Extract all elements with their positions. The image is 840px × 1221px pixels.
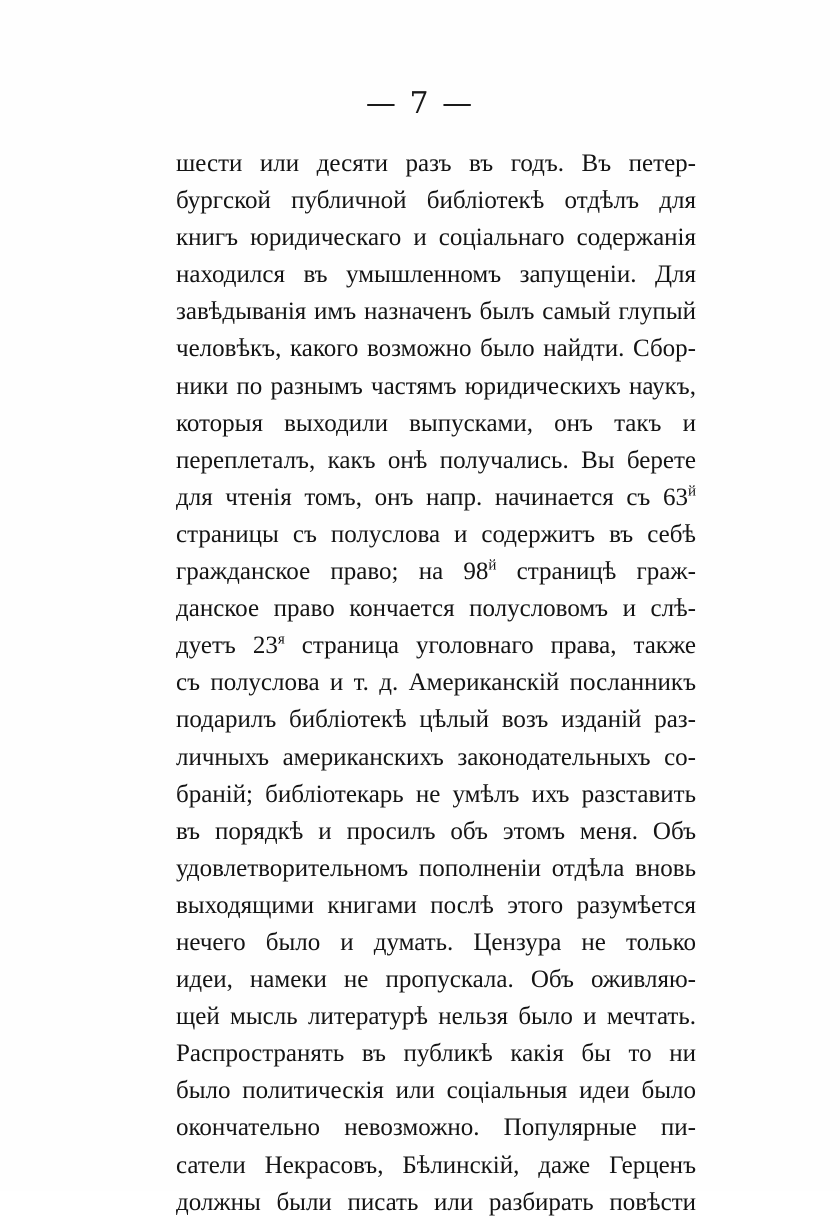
text-line: щей мысль литературѣ нельзя было и мечтать. [176, 1003, 696, 1031]
text-line: съ полуслова и т. д. Американскій посланникъ [176, 669, 696, 697]
text-line: дуетъ $23^я$ страница уголовнаго права, также [176, 631, 696, 660]
text-line: ники по разнымъ частямъ юридическихъ наукъ, [176, 372, 696, 400]
text-line: было политическія или соціальныя идеи было [176, 1077, 696, 1105]
text-line: подарилъ библіотекѣ цѣлый возъ изданій раз- [176, 706, 696, 734]
text-line: для чтенія томъ, онъ напр. начинается съ $63^й$ [176, 483, 696, 511]
text-line: шести или десяти разъ въ годъ. Въ петер- [176, 150, 696, 177]
text-line: идеи, намеки не пропускала. Объ оживляю- [176, 966, 696, 994]
ordinal-suffix: я [277, 631, 285, 648]
text-line: удовлетворительномъ пополненіи отдѣла вновь [176, 854, 696, 882]
text-line: человѣкъ, какого возможно было найдти. Сбор- [176, 335, 696, 363]
text-line: личныхъ американскихъ законодательныхъ со- [176, 743, 696, 771]
text-line: данское право кончается полусловомъ и слѣ- [176, 595, 696, 623]
text-line: страницы съ полуслова и содержитъ въ себѣ [176, 520, 696, 548]
text-line: находился въ умышленномъ запущеніи. Для [176, 261, 696, 289]
text-line: нечего было и думать. Цензура не только [176, 928, 696, 956]
text-line: выходящими книгами послѣ этого разумѣется [176, 891, 696, 919]
text-line: гражданское право; на $98^й$ страницѣ граж- [176, 557, 696, 586]
text-line: сатели Некрасовъ, Бѣлинскій, даже Герценъ [176, 1151, 696, 1179]
text-line: браній; библіотекарь не умѣлъ ихъ разставить [176, 780, 696, 808]
text-line: которыя выходили выпусками, онъ такъ и [176, 409, 696, 437]
text-line: Распространять въ публикѣ какія бы то ни [176, 1040, 696, 1068]
text-line: окончательно невозможно. Популярные пи- [176, 1114, 696, 1142]
body-text [176, 145, 696, 1221]
text-line: въ порядкѣ и просилъ объ этомъ меня. Объ [176, 817, 696, 845]
ordinal-suffix: й [488, 557, 497, 574]
text-line: должны были писать или разбирать повѣсти [176, 1188, 696, 1216]
text-line: книгъ юридическаго и соціальнаго содержанія [176, 224, 696, 252]
ordinal-suffix: й [687, 483, 696, 500]
page-number: — 7 — [365, 86, 475, 121]
text-line: переплеталъ, какъ онѣ получались. Вы берете [176, 446, 696, 474]
text-line: бургской публичной библіотекѣ отдѣлъ для [176, 187, 696, 215]
text-line: завѣдыванія имъ назначенъ былъ самый глупый [176, 298, 696, 326]
